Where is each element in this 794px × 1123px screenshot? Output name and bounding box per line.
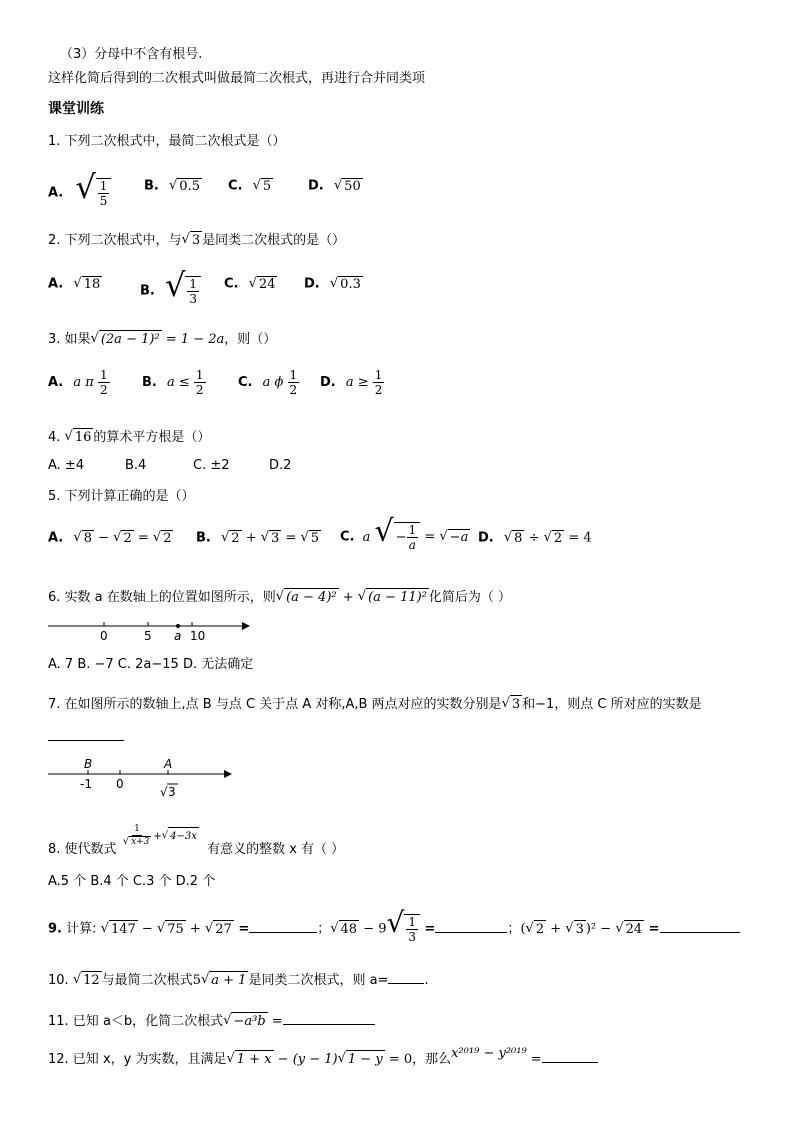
q6-number-line: [44, 616, 254, 646]
q3-option-b-label: B.: [142, 375, 157, 390]
q5-options: [48, 514, 768, 562]
q2-option-a-label: A.: [48, 276, 64, 292]
axis-label-10: 10: [190, 629, 206, 643]
q3-option-b-rel: a ≤: [167, 375, 190, 390]
q10-line: 10. √ 12 与最简二次根式5 √ a + 1 是同类二次根式，则 a= .: [48, 972, 429, 988]
q4-option-d: D.2: [269, 458, 292, 473]
q3-option-a-rel: a π: [73, 375, 94, 390]
q6-stem: 6. 实数 a 在数轴上的位置如图所示，则 √ (a − 4)² + √ (a − 11)² 化简后为（ ）: [48, 589, 512, 605]
intro-line-2: 这样化简后得到的二次根式叫做最简二次根式，再进行合并同类项: [48, 71, 426, 86]
q3-option-d-rel: a ≥: [345, 375, 369, 390]
q8-stem: 8. 使代数式 1 √ x+3 + √ 4−3x 有意义的整数 x 有（ ）: [48, 824, 345, 857]
q3-option-c-frac: $\frac{1}{2}$: [289, 368, 298, 397]
q3-option-b-frac: $\frac{1}{2}$: [195, 368, 204, 397]
q2-option-d-label: D.: [304, 276, 320, 292]
q1-stem: 1. 下列二次根式中，最简二次根式是（）: [48, 134, 286, 149]
q3-option-c-rel: a ϕ: [262, 375, 284, 390]
axis-label-a: a: [174, 629, 182, 643]
q4-option-b: B.4: [125, 458, 147, 473]
q2-option-c-label: C.: [224, 276, 239, 292]
intro-line-1: （3）分母中不含有根号.: [60, 47, 203, 62]
q1-option-c-label: C.: [228, 178, 243, 194]
q5-option-a: A. √ 8 − √ 2 = √ 2: [48, 530, 172, 546]
q8-options: A.5 个 B.4 个 C.3 个 D.2 个: [48, 874, 216, 889]
q9-line: 9. 计算: √ 147 − √ 75 + √ 27 = ； √ 48 − 9 √ $\frac{1}{3}$ = ；( √ 2 + √ 3 )² − √ 24 =: [48, 914, 740, 944]
q3-option-d-frac: $\frac{1}{2}$: [374, 368, 383, 397]
q9-blank-2[interactable]: [435, 920, 507, 933]
q2-option-c-expr: √ 24: [248, 276, 276, 292]
q3-option-a-frac: $\frac{1}{2}$: [99, 368, 108, 397]
q3-options: [48, 362, 748, 402]
q4-option-c: C. ±2: [193, 458, 230, 473]
axis-label-minus-1: -1: [80, 777, 92, 791]
q5-stem: 5. 下列计算正确的是（）: [48, 489, 195, 504]
q4-stem: 4. √ 16 的算术平方根是（）: [48, 429, 211, 445]
q10-blank[interactable]: [388, 971, 424, 984]
q9-blank-3[interactable]: [660, 920, 740, 933]
q3-option-a-label: A.: [48, 375, 64, 390]
q1-option-a-label: A.: [48, 185, 64, 201]
q5-option-c: C. a √ − $\frac{1}{a}$ = √ −a: [340, 514, 469, 552]
q4-option-a: A. ±4: [48, 458, 85, 473]
q8-expression: 1 √ x+3 + √ 4−3x: [122, 824, 197, 847]
q5-option-d: D. √ 8 ÷ √ 2 = 4: [478, 530, 592, 546]
q2-options: [48, 264, 748, 308]
q7-answer-blank[interactable]: [48, 740, 124, 741]
q1-option-d-label: D.: [308, 178, 324, 194]
q1-option-b-label: B.: [144, 178, 159, 194]
q1-option-d-expr: √ 50: [333, 178, 361, 194]
axis-label-0: 0: [100, 629, 108, 643]
q2-stem: 2. 下列二次根式中，与 √ 3 是同类二次根式的是（）: [48, 232, 346, 248]
q2-option-a-expr: √ 18: [73, 276, 101, 292]
q11-blank[interactable]: [283, 1012, 375, 1025]
axis-label-b: B: [84, 757, 93, 771]
axis-arrow: [242, 622, 250, 630]
q1-option-c-expr: √ 5: [252, 178, 272, 194]
axis-arrow: [224, 770, 232, 778]
q2-option-b-expr: √ $\frac{1}{3}$: [165, 276, 201, 306]
q12-line: 12. 已知 x，y 为实数，且满足 √ 1 + x − (y − 1) √ 1 − y = 0，那么x²⁰¹⁹ − y²⁰¹⁹ =: [48, 1050, 598, 1069]
q2-option-d-expr: √ 0.3: [329, 276, 361, 292]
q4-options: [48, 458, 748, 476]
point-a: [176, 624, 180, 628]
q11-line: 11. 已知 a＜b，化简二次根式 √ −a³b =: [48, 1012, 375, 1031]
q2-option-b-label: B.: [140, 283, 155, 299]
q5-option-b: B. √ 2 + √ 3 = √ 5: [196, 530, 320, 546]
axis-label-sqrt3-radical: √: [160, 785, 168, 799]
q1-option-a-expr: √ $\frac{1}{5}$: [75, 178, 111, 208]
axis-label-5: 5: [144, 629, 152, 643]
q3-stem: 3. 如果 √ (2a − 1)² = 1 − 2a，则（）: [48, 331, 277, 347]
q12-blank[interactable]: [542, 1050, 598, 1063]
axis-label-0: 0: [116, 777, 124, 791]
axis-label-a: A: [164, 757, 173, 771]
q3-option-c-label: C.: [238, 375, 253, 390]
q7-stem: 7. 在如图所示的数轴上,点 B 与点 C 关于点 A 对称,A,B 两点对应的实数分别是 √ 3 和−1，则点 C 所对应的实数是: [48, 696, 702, 712]
q1-option-b-expr: √ 0.5: [169, 178, 200, 194]
q3-option-d-label: D.: [320, 375, 336, 390]
q9-blank-1[interactable]: [249, 920, 317, 933]
q6-options: A. 7 B. −7 C. 2a−15 D. 无法确定: [48, 657, 254, 672]
q7-number-line: [44, 756, 240, 802]
section-title: 课堂训练: [48, 101, 104, 117]
q1-options: [48, 166, 748, 210]
axis-label-sqrt3: 3: [168, 785, 176, 799]
